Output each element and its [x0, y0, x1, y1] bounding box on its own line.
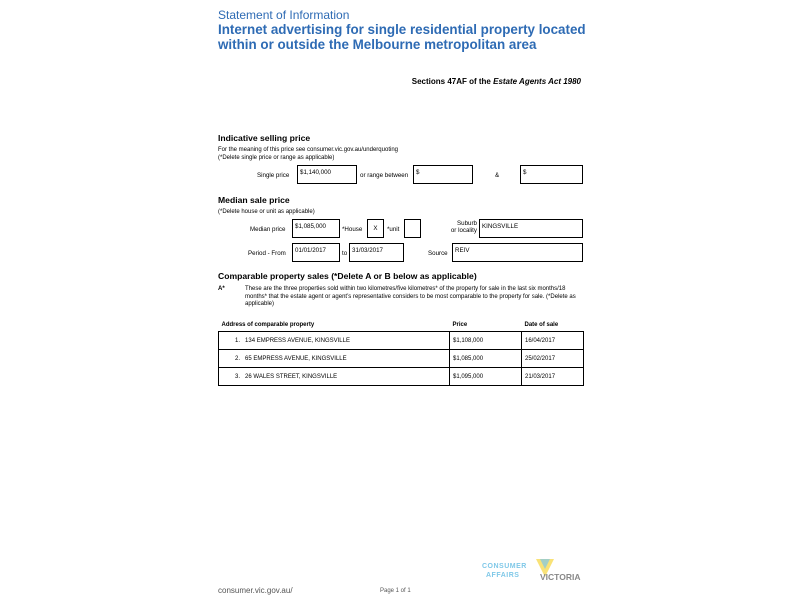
source-field[interactable]: REIV: [452, 243, 583, 262]
unit-checkbox[interactable]: [404, 219, 421, 238]
suburb-label: [425, 220, 477, 234]
logo-text-consumer: CONSUMER: [482, 563, 527, 570]
comparable-heading: Comparable property sales (*Delete A or B below as applicable): [218, 271, 477, 281]
logo-text-victoria: VICTORIA: [540, 572, 581, 582]
source-label: Source: [428, 250, 448, 257]
period-to-field[interactable]: 31/03/2017: [349, 243, 404, 262]
consumer-affairs-victoria-logo: [482, 563, 592, 585]
legislation-reference: [360, 77, 581, 86]
indicative-note-delete: (*Delete single price or range as applicable): [218, 155, 335, 161]
unit-label: *unit: [387, 226, 400, 233]
footer-page-number: Page 1 of 1: [380, 588, 411, 594]
range-ampersand: &: [495, 172, 500, 179]
comparable-sales-table: [218, 318, 584, 386]
median-heading: Median sale price: [218, 195, 290, 205]
period-to-label: to: [342, 250, 348, 257]
median-price-field[interactable]: $1,085,000: [292, 219, 340, 238]
col-date-header: Date of sale: [522, 318, 584, 332]
period-from-field[interactable]: 01/01/2017: [292, 243, 340, 262]
row-address: 26 WALES STREET, KINGSVILLE: [245, 373, 338, 380]
indicative-note-meaning: For the meaning of this price see consumer.vic.gov.au/underquoting: [218, 147, 398, 153]
median-price-label: Median price: [250, 226, 286, 233]
range-to-field[interactable]: $: [520, 165, 583, 184]
document-kicker: Statement of Information: [218, 8, 350, 22]
suburb-label-line2: or locality: [450, 227, 477, 234]
row-address-cell: [219, 368, 450, 386]
period-from-label: Period - From: [248, 250, 286, 257]
row-address-cell: [219, 350, 450, 368]
table-row: [219, 332, 584, 350]
range-label: or range between: [360, 172, 409, 179]
single-price-label: Single price: [257, 172, 290, 179]
range-from-field[interactable]: $: [413, 165, 473, 184]
suburb-field[interactable]: KINGSVILLE: [479, 219, 583, 238]
row-address: 134 EMPRESS AVENUE, KINGSVILLE: [245, 337, 350, 344]
row-date: 21/03/2017: [522, 368, 584, 386]
table-row: [219, 368, 584, 386]
single-price-field[interactable]: $1,140,000: [297, 165, 357, 184]
house-label: *House: [342, 226, 363, 233]
legislation-prefix: Sections 47AF of the: [411, 77, 494, 86]
indicative-heading: Indicative selling price: [218, 133, 311, 143]
house-checkbox[interactable]: X: [367, 219, 384, 238]
row-price: $1,108,000: [450, 332, 522, 350]
col-address-header: Address of comparable property: [219, 318, 450, 332]
document-title: Internet advertising for single residential property located within or outside the Melbourne metropolitan area: [218, 22, 586, 52]
row-date: 25/02/2017: [522, 350, 584, 368]
row-number: 1.: [235, 337, 241, 344]
option-a-text: These are the three properties sold within two kilometres/five kilometres* of the property for sale in the last six months/18 months* that the estate agent or agent’s representative considers to be most comparable to the property for sale. (*Delete as applicable): [245, 286, 576, 307]
legislation-act: Estate Agents Act 1980: [493, 77, 581, 86]
table-row: [219, 350, 584, 368]
footer-url[interactable]: consumer.vic.gov.au/: [218, 586, 293, 595]
logo-text-affairs: AFFAIRS: [486, 572, 520, 579]
table-header-row: [219, 318, 584, 332]
row-price: $1,085,000: [450, 350, 522, 368]
median-note: (*Delete house or unit as applicable): [218, 209, 315, 215]
row-number: 3.: [235, 373, 241, 380]
option-a-label: A*: [218, 286, 225, 292]
row-address-cell: [219, 332, 450, 350]
row-address: 65 EMPRESS AVENUE, KINGSVILLE: [245, 355, 347, 362]
row-date: 16/04/2017: [522, 332, 584, 350]
row-number: 2.: [235, 355, 241, 362]
row-price: $1,095,000: [450, 368, 522, 386]
suburb-label-line1: Suburb: [457, 220, 477, 227]
col-price-header: Price: [450, 318, 522, 332]
